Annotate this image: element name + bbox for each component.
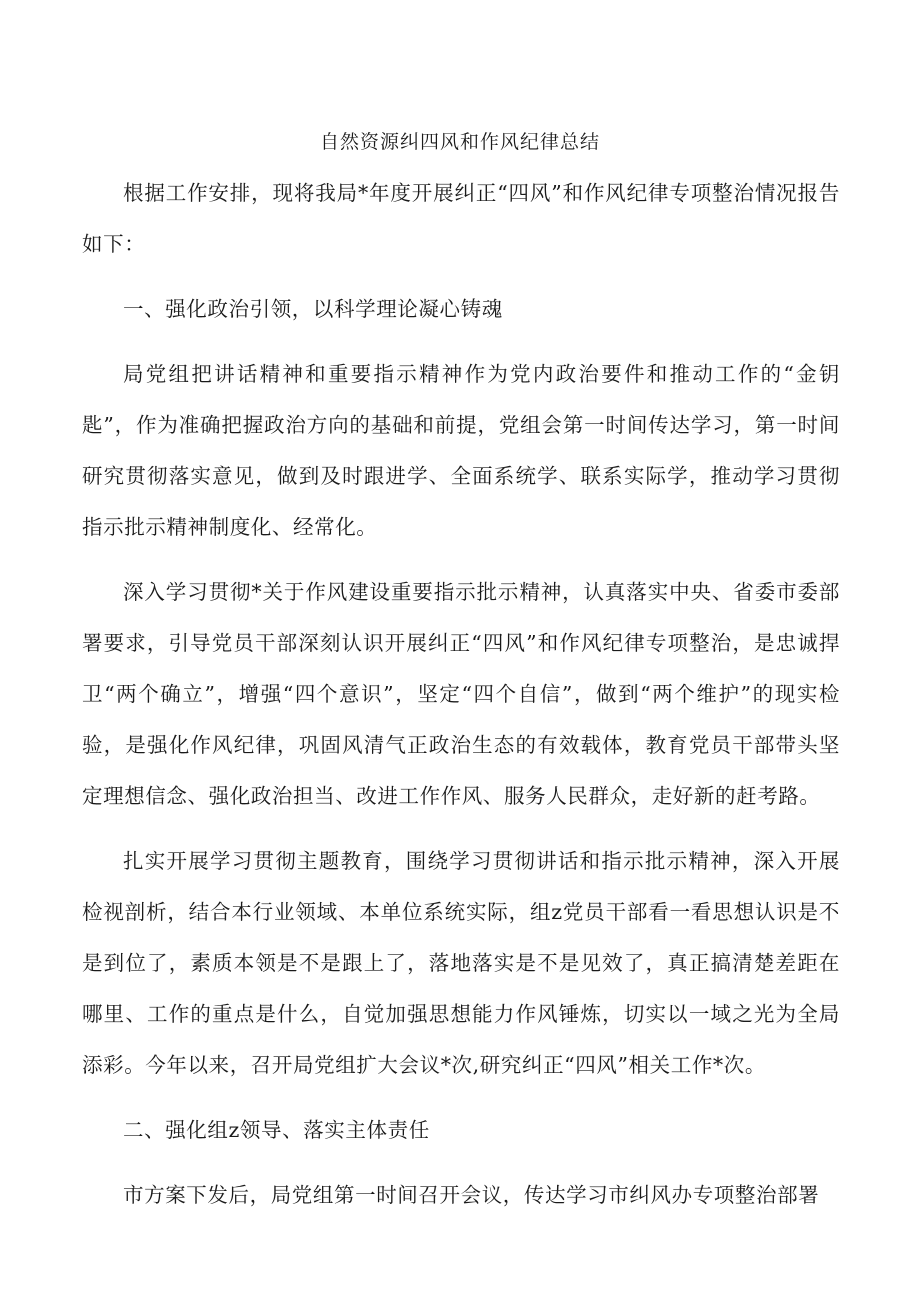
paragraph-1: 局党组把讲话精神和重要指示精神作为党内政治要件和推动工作的“金钥匙”，作为准确把握政治方向的基础和前提，党组会第一时间传达学习，第一时间研究贯彻落实意见，做到及时跟进学、全面系统学、联系实际学，推动学习贯彻指示批示精神制度化、经常化。 [82, 362, 840, 539]
document-title: 自然资源纠四风和作风纪律总结 [319, 131, 600, 153]
paragraph-4: 市方案下发后，局党组第一时间召开会议，传达学习市纠风办专项整治部署 [123, 1183, 820, 1207]
section-heading-1: 一、强化政治引领，以科学理论凝心铸魂 [123, 297, 503, 321]
paragraph-3: 扎实开展学习贯彻主题教育，围绕学习贯彻讲话和指示批示精神，深入开展检视剖析，结合本行业领域、本单位系统实际，组z党员干部看一看思想认识是不是到位了，素质本领是不是跟上了，落地落实是不是见效了，真正搞清楚差距在哪里、工作的重点是什么，自觉加强思想能力作风锤炼，切实以一域之光为全局添彩。今年以来，召开局党组扩大会议*次,研究纠正“四风”相关工作*次。 [82, 849, 840, 1077]
paragraph-2: 深入学习贯彻*关于作风建设重要指示批示精神，认真落实中央、省委市委部署要求，引导党员干部深刻认识开展纠正“四风”和作风纪律专项整治，是忠诚捍卫“两个确立”，增强“四个意识”，坚定“四个自信”，做到“两个维护”的现实检验，是强化作风纪律，巩固风清气正政治生态的有效载体，教育党员干部带头坚定理想信念、强化政治担当、改进工作作风、服务人民群众，走好新的赶考路。 [82, 580, 840, 808]
document-body [82, 168, 840, 1235]
section-heading-2: 二、强化组z领导、落实主体责任 [123, 1118, 430, 1142]
paragraph-intro: 根据工作安排，现将我局*年度开展纠正“四风”和作风纪律专项整治情况报告如下： [82, 181, 840, 256]
